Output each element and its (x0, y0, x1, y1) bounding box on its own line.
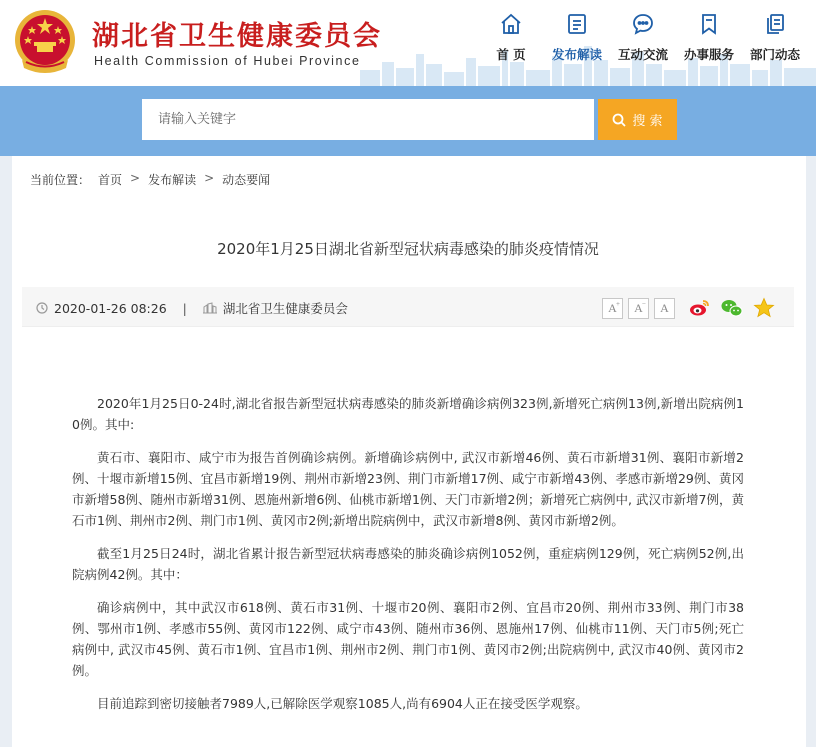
main-nav (478, 12, 808, 63)
article-paragraph: 2020年1月25日0-24时,湖北省报告新型冠状病毒感染的肺炎新增确诊病例323例,新增死亡病例13例,新增出院病例10例。其中: (72, 396, 744, 432)
copy-document-icon (763, 12, 787, 36)
font-increase-button[interactable]: A + (602, 298, 623, 319)
nav-label: 发布解读 (551, 47, 602, 62)
article-date: 2020-01-26 08:26 (54, 300, 167, 316)
chat-bubble-icon (631, 12, 655, 36)
source-icon (203, 302, 217, 314)
nav-item-home[interactable] (478, 12, 544, 63)
article-paragraph: 目前追踪到密切接触者7989人,已解除医学观察1085人,尚有6904人正在接受医学观察。 (97, 696, 588, 711)
article-title: 2020年1月25日湖北省新型冠状病毒感染的肺炎疫情情况 (217, 240, 599, 258)
nav-item-services[interactable] (676, 12, 742, 63)
font-decrease-label: A (634, 300, 643, 315)
nav-item-interact[interactable] (610, 12, 676, 63)
breadcrumb (30, 171, 270, 188)
breadcrumb-item-home[interactable]: 首页 (98, 173, 123, 187)
font-normal-label: A (660, 300, 669, 315)
search-button-label: 搜 索 (632, 114, 663, 129)
breadcrumb-separator: > (130, 171, 141, 185)
site-header (0, 0, 816, 86)
font-increase-label: A (608, 300, 617, 315)
favorite-star-icon[interactable] (752, 296, 776, 320)
wechat-icon[interactable] (720, 296, 744, 320)
article-paragraph: 确诊病例中，其中武汉市618例、黄石市31例、十堰市20例、襄阳市2例、宜昌市20例、荆州市33例、荆门市38例、鄂州市1例、孝感市55例、黄冈市122例、咸宁市43例、随州市36例、恩施州17例、仙桃市11例、天门市5例;死亡病例中, 武汉市45例、黄石市1例、宜昌市1例、荆州市2例、荆门市1例、黄冈市2例;出院病例中, 武汉市40例、黄冈市2例。 (72, 600, 744, 678)
article-meta-bar (22, 287, 794, 327)
breadcrumb-prefix: 当前位置： (30, 173, 91, 187)
site-title: 湖北省卫生健康委员会 (92, 21, 382, 52)
site-subtitle: Health Commission of Hubei Province (94, 54, 361, 68)
nav-label: 互动交流 (617, 47, 668, 62)
bookmark-icon (697, 12, 721, 36)
search-button[interactable] (598, 99, 677, 140)
search-icon (612, 113, 626, 127)
article-body (72, 393, 744, 726)
font-decrease-button[interactable]: A − (628, 298, 649, 319)
font-normal-button[interactable] (654, 298, 675, 319)
article-tools (602, 296, 776, 320)
article-meta (36, 299, 348, 317)
nav-label: 办事服务 (683, 47, 734, 62)
article-paragraph: 截至1月25日24时，湖北省累计报告新型冠状病毒感染的肺炎确诊病例1052例，重症病例129例，死亡病例52例,出院病例42例。其中： (72, 546, 744, 582)
nav-item-publish[interactable] (544, 12, 610, 63)
document-icon (565, 12, 589, 36)
meta-divider: | (182, 300, 187, 316)
clock-icon (36, 302, 48, 314)
nav-label: 部门动态 (749, 47, 800, 62)
nav-label: 首 页 (496, 47, 526, 62)
article-source: 湖北省卫生健康委员会 (222, 301, 348, 316)
national-emblem-logo (12, 8, 78, 76)
breadcrumb-separator: > (204, 171, 215, 185)
article-paragraph: 黄石市、襄阳市、咸宁市为报告首例确诊病例。新增确诊病例中, 武汉市新增46例、黄石市新增31例、襄阳市新增2例、十堰市新增15例、宜昌市新增19例、荆州市新增23例、荆门市新增17例、咸宁市新增43例、孝感市新增29例、黄冈市新增58例、随州市新增31例、恩施州新增6例、仙桃市新增1例、天门市新增2例；新增死亡病例中, 武汉市新增7例，黄石市1例、荆州市2例、荆门市1例、黄冈市2例;新增出院病例中，武汉市新增8例、黄冈市新增2例。 (72, 450, 744, 528)
breadcrumb-item-publish[interactable]: 发布解读 (148, 173, 197, 187)
home-icon (499, 12, 523, 36)
weibo-icon[interactable] (688, 296, 712, 320)
nav-item-department-news[interactable] (742, 12, 808, 63)
breadcrumb-item-news[interactable]: 动态要闻 (222, 173, 271, 187)
search-input[interactable] (142, 99, 594, 140)
